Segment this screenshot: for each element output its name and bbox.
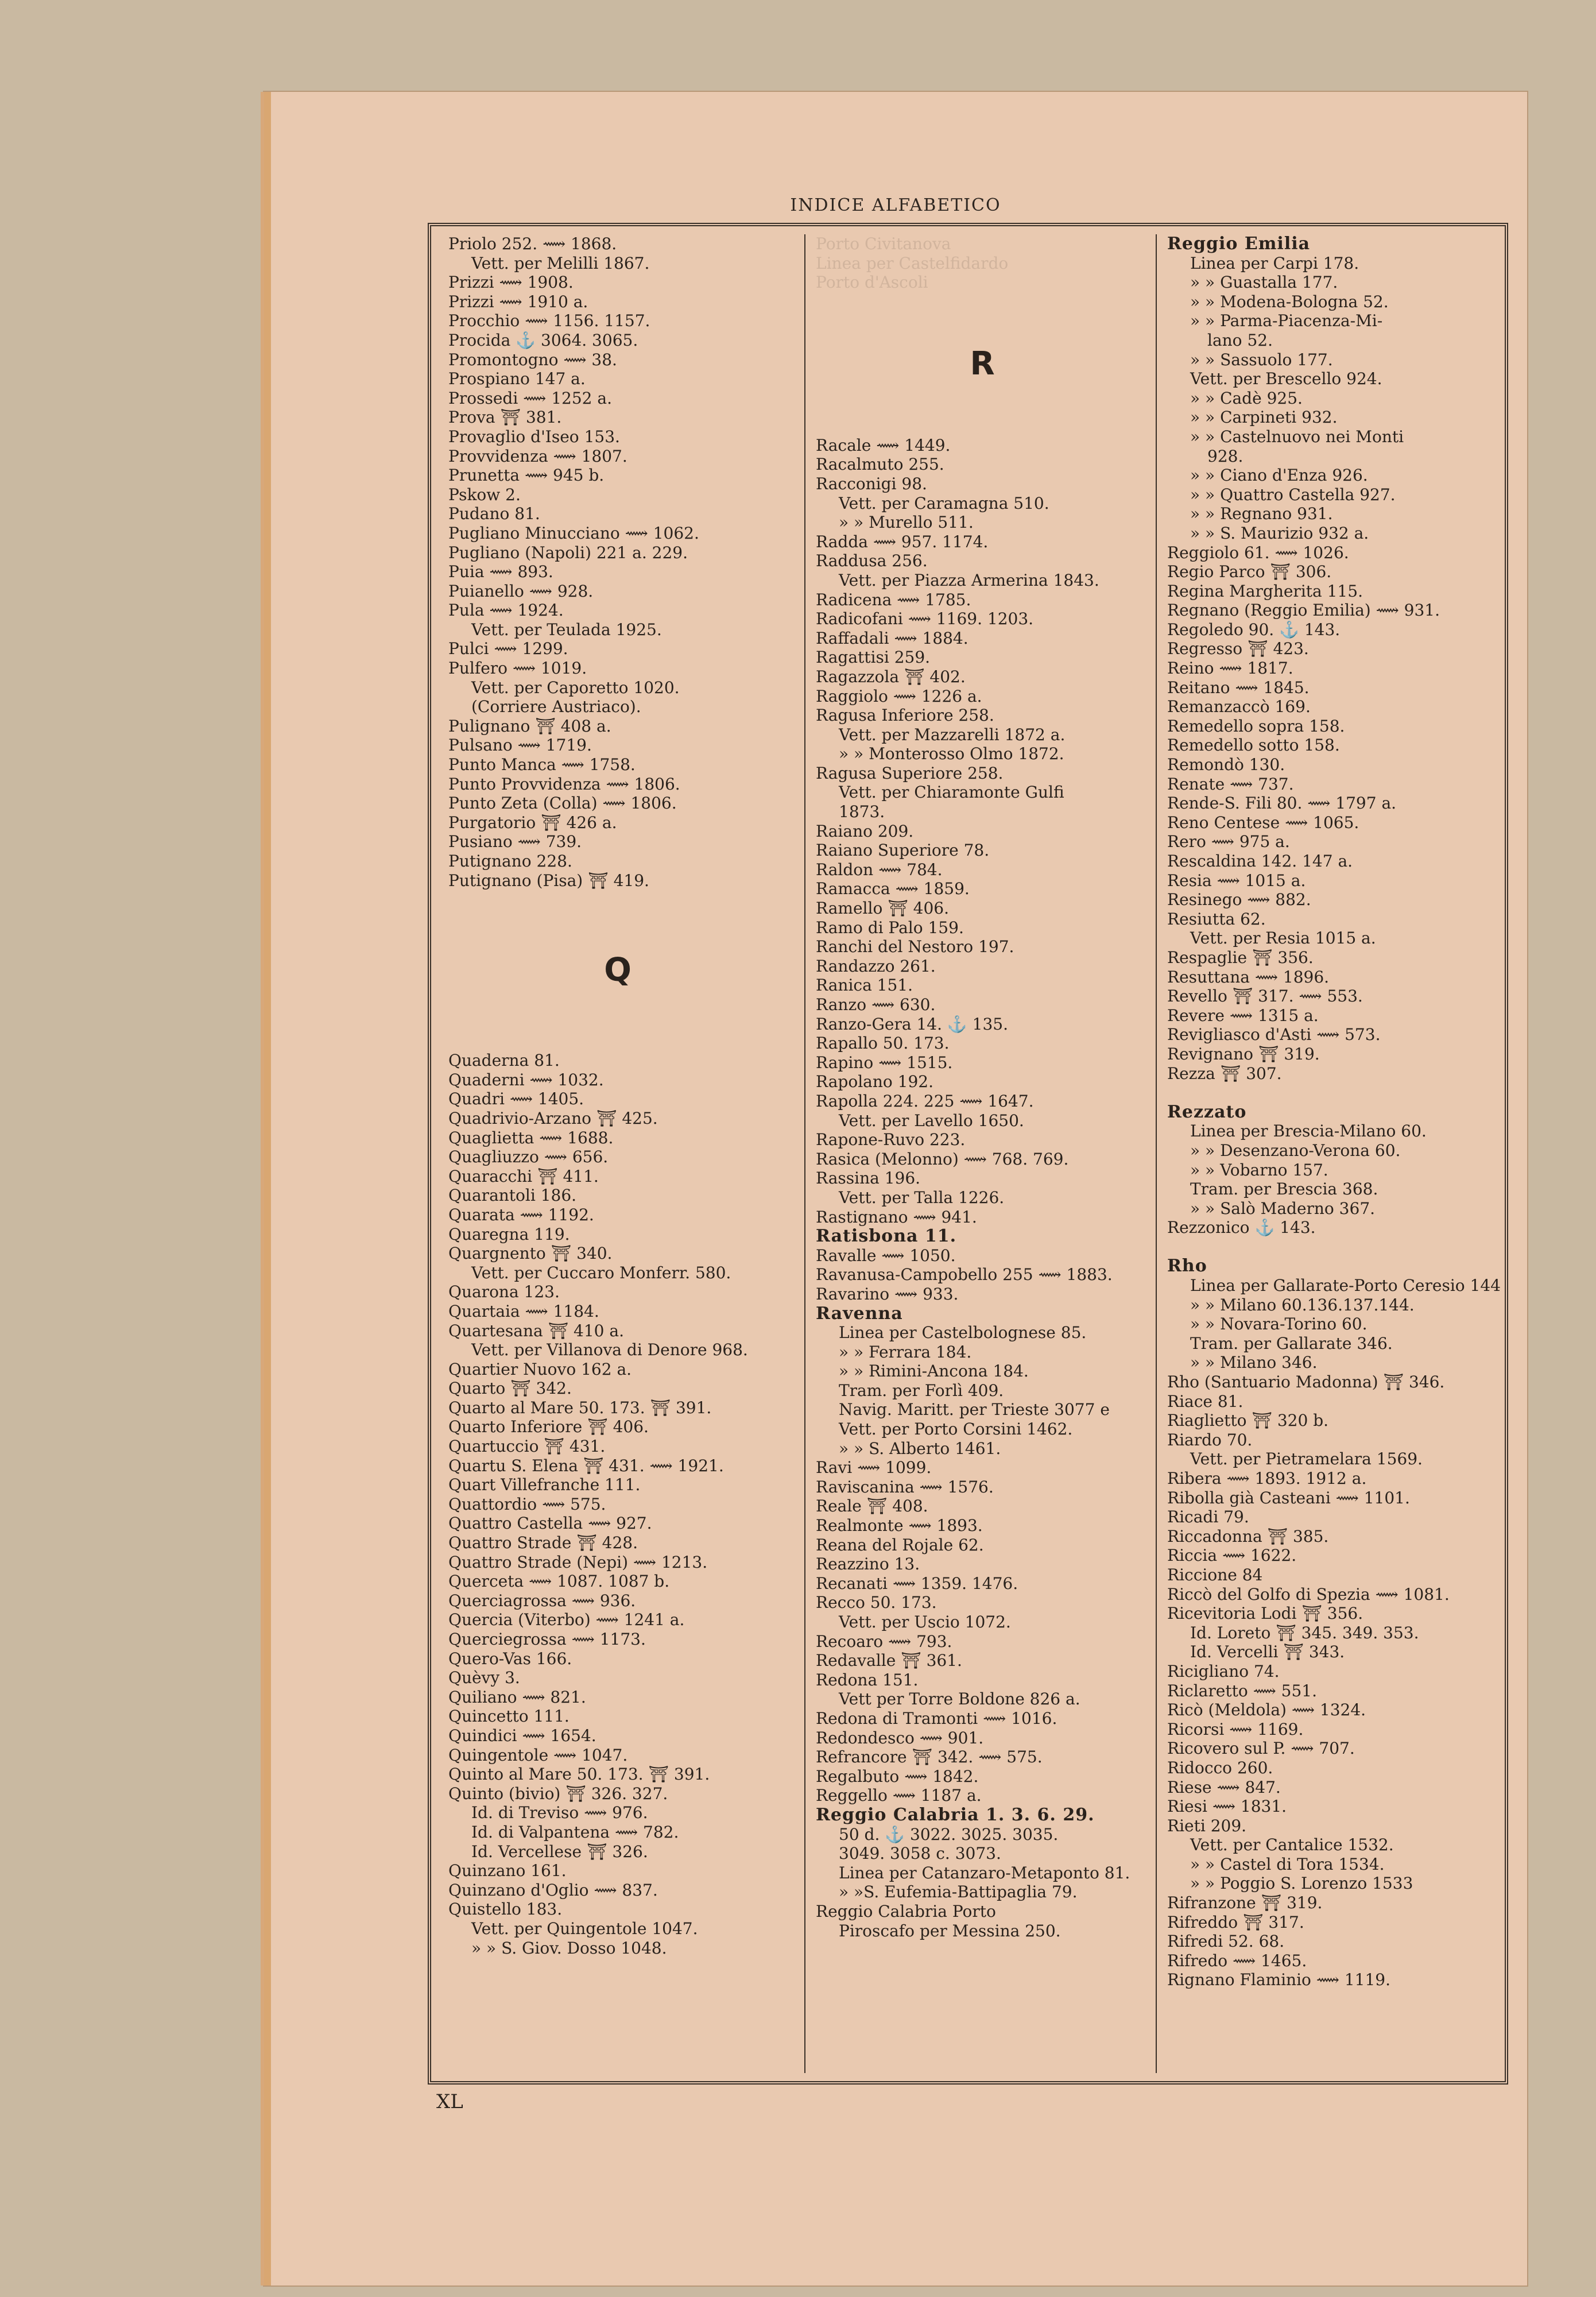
index-entry: Ratisbona 11. xyxy=(816,1226,957,1247)
index-entry: Vett. per Uscio 1072. xyxy=(839,1612,1011,1631)
index-entry: Regoledo 90. ⚓ 143. xyxy=(1167,620,1341,639)
index-entry: Id. Loreto ⛩ 345. 349. 353. xyxy=(1190,1623,1419,1642)
index-entry: Ragattisi 259. xyxy=(816,648,931,667)
page-number: XL xyxy=(436,2090,463,2113)
index-entry: » » Modena-Bologna 52. xyxy=(1190,292,1389,311)
index-entry: Ragusa Superiore 258. xyxy=(816,763,1004,783)
index-entry: Punto Zeta (Colla) ⟿ 1806. xyxy=(448,794,677,813)
column-3 xyxy=(1156,234,1506,2073)
index-entry: Prizzi ⟿ 1908. xyxy=(448,273,574,292)
index-entry: » » Monterosso Olmo 1872. xyxy=(839,744,1064,764)
index-entry: Vett. per Teulada 1925. xyxy=(471,620,662,639)
index-entry: Rasica (Melonno) ⟿ 768. 769. xyxy=(816,1149,1069,1169)
index-entry: Revigliasco d'Asti ⟿ 573. xyxy=(1167,1025,1381,1045)
index-entry: Resuttana ⟿ 1896. xyxy=(1167,967,1330,987)
index-entry: Remanzaccò 169. xyxy=(1167,697,1311,717)
index-entry: Redona di Tramonti ⟿ 1016. xyxy=(816,1708,1057,1728)
index-entry: » » Ferrara 184. xyxy=(839,1342,972,1362)
index-entry: Navig. Maritt. per Trieste 3077 e xyxy=(839,1400,1110,1420)
index-entry: Quinto (bivio) ⛩ 326. 327. xyxy=(448,1784,668,1803)
index-entry: Revello ⛩ 317. ⟿ 553. xyxy=(1167,987,1363,1006)
index-entry: Pula ⟿ 1924. xyxy=(448,601,564,620)
index-entry: Punto Provvidenza ⟿ 1806. xyxy=(448,774,680,794)
index-entry: Rho xyxy=(1167,1256,1207,1277)
index-entry: Ramacca ⟿ 1859. xyxy=(816,879,970,899)
spacer xyxy=(448,1028,787,1051)
index-entry: Prospiano 147 a. xyxy=(448,369,586,389)
index-entry: Vett per Torre Boldone 826 a. xyxy=(839,1689,1080,1709)
index-entry: Ramello ⛩ 406. xyxy=(816,899,949,918)
index-entry: lano 52. xyxy=(1207,330,1273,350)
index-entry: Reggello ⟿ 1187 a. xyxy=(816,1786,982,1805)
index-entry: Linea per Catanzaro-Metaponto 81. xyxy=(839,1863,1130,1882)
index-entry: Regina Margherita 115. xyxy=(1167,581,1363,601)
index-entry: Redona 151. xyxy=(816,1670,919,1689)
index-entry: Riccadonna ⛩ 385. xyxy=(1167,1526,1329,1546)
index-entry: Remedello sopra 158. xyxy=(1167,716,1345,736)
index-entry: Puianello ⟿ 928. xyxy=(448,581,594,601)
index-entry: Linea per Castelbolognese 85. xyxy=(839,1323,1087,1343)
index-entry: Ravanusa-Campobello 255 ⟿ 1883. xyxy=(816,1265,1113,1285)
index-entry: Pugliano (Napoli) 221 a. 229. xyxy=(448,543,688,562)
index-entry: 3049. 3058 c. 3073. xyxy=(839,1844,1001,1863)
index-entry: » » Salò Maderno 367. xyxy=(1190,1198,1376,1218)
column-2-faded-entries xyxy=(816,234,1149,292)
index-entry: Linea per Castelfidardo xyxy=(816,253,1009,273)
index-entry: Rende-S. Fili 80. ⟿ 1797 a. xyxy=(1167,794,1397,813)
index-entry: » » S. Maurizio 932 a. xyxy=(1190,523,1369,543)
index-entry: Porto d'Ascoli xyxy=(816,273,928,292)
index-entry: Rifredo ⟿ 1465. xyxy=(1167,1951,1307,1970)
index-entry: Riardo 70. xyxy=(1167,1430,1253,1449)
index-entry: Remedello sotto 158. xyxy=(1167,736,1340,755)
index-entry: Reino ⟿ 1817. xyxy=(1167,659,1293,678)
index-entry: Refrancore ⛩ 342. ⟿ 575. xyxy=(816,1747,1043,1767)
index-entry: Procida ⚓ 3064. 3065. xyxy=(448,330,638,350)
index-entry: Quattro Strade (Nepi) ⟿ 1213. xyxy=(448,1552,708,1572)
index-entry: Prunetta ⟿ 945 b. xyxy=(448,466,605,485)
index-entry: » » Milano 60.136.137.144. xyxy=(1190,1295,1415,1314)
index-entry: Reggio Calabria 1. 3. 6. 29. xyxy=(816,1804,1095,1825)
index-entry: Vett. per Porto Corsini 1462. xyxy=(839,1420,1073,1439)
index-entry: Pulsano ⟿ 1719. xyxy=(448,736,592,755)
index-entry: Quadri ⟿ 1405. xyxy=(448,1089,584,1109)
index-entry: Id. di Treviso ⟿ 976. xyxy=(471,1803,648,1823)
index-entry: Ravarino ⟿ 933. xyxy=(816,1284,959,1304)
page-content xyxy=(264,92,1527,2286)
index-entry: Pusiano ⟿ 739. xyxy=(448,832,582,852)
index-entry: » » Carpineti 932. xyxy=(1190,408,1338,427)
index-entry: 928. xyxy=(1207,446,1244,466)
column-2 xyxy=(804,234,1149,2073)
index-entry: Quartier Nuovo 162 a. xyxy=(448,1359,632,1379)
index-entry: Vett. per Chiaramonte Gulfi xyxy=(839,783,1064,802)
index-entry: Rezzato xyxy=(1167,1101,1247,1122)
index-entry: Vett. per Quingentole 1047. xyxy=(471,1919,698,1938)
index-entry: Resinego ⟿ 882. xyxy=(1167,890,1311,910)
index-entry: Quattordio ⟿ 575. xyxy=(448,1494,606,1514)
spacer xyxy=(448,890,787,913)
index-entry: Quartuccio ⛩ 431. xyxy=(448,1437,606,1456)
index-entry: Ranzo-Gera 14. ⚓ 135. xyxy=(816,1014,1008,1034)
index-entry: Quattro Strade ⛩ 428. xyxy=(448,1533,638,1553)
column-1-p-entries xyxy=(448,234,787,890)
index-entry: » » Novara-Torino 60. xyxy=(1190,1314,1368,1334)
index-entry: Ravalle ⟿ 1050. xyxy=(816,1246,956,1265)
index-entry: Linea per Gallarate-Porto Ceresio 144 xyxy=(1190,1276,1501,1296)
index-entry: Promontogno ⟿ 38. xyxy=(448,350,617,369)
index-entry: Reale ⛩ 408. xyxy=(816,1496,928,1516)
index-entry: Riclaretto ⟿ 551. xyxy=(1167,1681,1317,1700)
index-entry: Recco 50. 173. xyxy=(816,1593,937,1612)
index-entry: Pskow 2. xyxy=(448,485,521,504)
index-entry: » » Vobarno 157. xyxy=(1190,1160,1328,1180)
index-entry: Realmonte ⟿ 1893. xyxy=(816,1516,983,1536)
index-entry: Redondesco ⟿ 901. xyxy=(816,1728,984,1747)
index-entry: Vett. per Melilli 1867. xyxy=(471,253,650,273)
index-entry: Ravi ⟿ 1099. xyxy=(816,1458,932,1478)
index-entry: Pulfero ⟿ 1019. xyxy=(448,659,587,678)
index-entry: » » Ciano d'Enza 926. xyxy=(1190,466,1368,485)
index-entry: Quaderna 81. xyxy=(448,1051,560,1070)
index-entry: » » Quattro Castella 927. xyxy=(1190,485,1396,504)
index-entry: Renate ⟿ 737. xyxy=(1167,774,1294,794)
index-entry: » » Desenzano-Verona 60. xyxy=(1190,1140,1401,1160)
index-entry: Ranchi del Nestoro 197. xyxy=(816,937,1014,957)
index-entry: Quarto Inferiore ⛩ 406. xyxy=(448,1417,649,1437)
index-entry: Quingentole ⟿ 1047. xyxy=(448,1745,628,1765)
index-entry: Vett. per Lavello 1650. xyxy=(839,1111,1024,1130)
index-entry: Vett. per Caramagna 510. xyxy=(839,493,1049,513)
index-entry: » » Cadè 925. xyxy=(1190,388,1303,408)
index-entry: Raffadali ⟿ 1884. xyxy=(816,628,969,648)
index-entry: 1873. xyxy=(839,802,885,822)
index-entry: Quincetto 111. xyxy=(448,1707,570,1726)
index-entry: Pulignano ⛩ 408 a. xyxy=(448,716,611,736)
index-entry: Id. di Valpantena ⟿ 782. xyxy=(471,1822,679,1842)
index-entry: » » Parma-Piacenza-Mi- xyxy=(1190,311,1383,331)
index-entry: Vett. per Caporetto 1020. xyxy=(471,678,680,697)
index-entry: Raggiolo ⟿ 1226 a. xyxy=(816,686,982,706)
index-entry: » » Milano 346. xyxy=(1190,1353,1318,1372)
index-entry: Ramo di Palo 159. xyxy=(816,918,964,937)
index-entry: Resia ⟿ 1015 a. xyxy=(1167,871,1306,890)
index-entry: Quartu S. Elena ⛩ 431. ⟿ 1921. xyxy=(448,1456,724,1475)
index-entry: Ragazzola ⛩ 402. xyxy=(816,667,966,686)
index-entry: Rapolano 192. xyxy=(816,1072,933,1092)
index-entry: Priolo 252. ⟿ 1868. xyxy=(448,234,617,253)
index-entry: Reazzino 13. xyxy=(816,1554,920,1574)
column-3-entries xyxy=(1167,234,1506,1990)
index-entry: Linea per Carpi 178. xyxy=(1190,253,1359,273)
index-entry: Quindici ⟿ 1654. xyxy=(448,1726,596,1745)
index-entry: Raviscanina ⟿ 1576. xyxy=(816,1477,994,1496)
index-entry: Prossedi ⟿ 1252 a. xyxy=(448,388,612,408)
index-entry: » » Murello 511. xyxy=(839,513,974,532)
index-entry xyxy=(1167,1238,1506,1257)
index-entry: Raiano 209. xyxy=(816,821,914,841)
index-entry: Rapolla 224. 225 ⟿ 1647. xyxy=(816,1091,1034,1111)
index-entry: Ricigliano 74. xyxy=(1167,1661,1280,1681)
index-entry: » »S. Eufemia-Battipaglia 79. xyxy=(839,1882,1078,1902)
index-entry: Quinto al Mare 50. 173. ⛩ 391. xyxy=(448,1765,710,1784)
index-entry: Rifreddo ⛩ 317. xyxy=(1167,1912,1304,1932)
index-entry: Revere ⟿ 1315 a. xyxy=(1167,1006,1319,1025)
index-entry: » » Rimini-Ancona 184. xyxy=(839,1362,1029,1381)
index-entry: Piroscafo per Messina 250. xyxy=(839,1921,1061,1940)
index-entry: Riesi ⟿ 1831. xyxy=(1167,1797,1287,1816)
index-entry: Putignano (Pisa) ⛩ 419. xyxy=(448,871,649,890)
index-entry: Radicena ⟿ 1785. xyxy=(816,590,971,609)
index-entry: Rapino ⟿ 1515. xyxy=(816,1053,953,1072)
index-entry: » » Guastalla 177. xyxy=(1190,273,1338,292)
index-entry: Rapallo 50. 173. xyxy=(816,1034,950,1053)
index-entry: Regresso ⛩ 423. xyxy=(1167,639,1309,659)
index-entry: Quaregna 119. xyxy=(448,1224,570,1244)
index-entry: Tram. per Gallarate 346. xyxy=(1190,1333,1393,1353)
index-entry: Querceta ⟿ 1087. 1087 b. xyxy=(448,1572,670,1591)
index-entry: Remondò 130. xyxy=(1167,755,1285,775)
index-entry: Recanati ⟿ 1359. 1476. xyxy=(816,1573,1018,1593)
index-entry: Respaglie ⛩ 356. xyxy=(1167,948,1314,967)
index-entry: Vett. per Mazzarelli 1872 a. xyxy=(839,725,1066,744)
index-entry: Rieti 209. xyxy=(1167,1816,1247,1835)
index-entry: Rho (Santuario Madonna) ⛩ 346. xyxy=(1167,1372,1445,1392)
index-entry: » » S. Alberto 1461. xyxy=(839,1438,1001,1458)
index-entry: Vett. per Brescello 924. xyxy=(1190,369,1382,389)
index-entry: Raiano Superiore 78. xyxy=(816,841,990,860)
index-entry: Quadrivio-Arzano ⛩ 425. xyxy=(448,1108,658,1128)
index-entry: Ricò (Meldola) ⟿ 1324. xyxy=(1167,1700,1366,1720)
index-entry: Quarto ⛩ 342. xyxy=(448,1379,572,1398)
index-entry: Quart Villefranche 111. xyxy=(448,1475,641,1495)
index-entry: Quèvy 3. xyxy=(448,1668,520,1688)
index-entry: Racalmuto 255. xyxy=(816,455,944,474)
index-entry: Quarantoli 186. xyxy=(448,1186,577,1205)
index-entry: Ragusa Inferiore 258. xyxy=(816,706,994,725)
index-entry: Riaglietto ⛩ 320 b. xyxy=(1167,1411,1329,1430)
index-entry: Riccia ⟿ 1622. xyxy=(1167,1546,1297,1565)
index-entry: Quarata ⟿ 1192. xyxy=(448,1205,594,1224)
index-entry: » » Regnano 931. xyxy=(1190,504,1333,524)
index-entry: Vett. per Villanova di Denore 968. xyxy=(471,1340,748,1360)
index-entry: Quaderni ⟿ 1032. xyxy=(448,1070,604,1089)
index-entry: Quattro Castella ⟿ 927. xyxy=(448,1514,652,1533)
page-header: INDICE ALFABETICO xyxy=(790,195,1001,215)
index-entry: Id. Vercellese ⛩ 326. xyxy=(471,1842,648,1861)
index-entry: Linea per Brescia-Milano 60. xyxy=(1190,1122,1427,1141)
index-entry: Regio Parco ⛩ 306. xyxy=(1167,562,1332,582)
index-entry: Reitano ⟿ 1845. xyxy=(1167,678,1310,697)
index-entry: Quargnento ⛩ 340. xyxy=(448,1244,613,1263)
index-entry: Racale ⟿ 1449. xyxy=(816,435,951,455)
index-entry: Quero-Vas 166. xyxy=(448,1649,572,1668)
index-entry: » » Castel di Tora 1534. xyxy=(1190,1854,1385,1874)
index-entry: Vett. per Piazza Armerina 1843. xyxy=(839,570,1099,590)
index-entry: Putignano 228. xyxy=(448,852,572,871)
index-entry: Vett. per Cantalice 1532. xyxy=(1190,1835,1394,1855)
index-entry: Procchio ⟿ 1156. 1157. xyxy=(448,311,650,331)
index-entry: Rifredi 52. 68. xyxy=(1167,1932,1285,1951)
index-entry: Quarona 123. xyxy=(448,1282,560,1302)
index-entry: Rassina 196. xyxy=(816,1169,921,1188)
index-entry: Rignano Flaminio ⟿ 1119. xyxy=(1167,1970,1391,1990)
column-1-q-entries xyxy=(448,1051,787,1958)
index-entry: Ricevitoria Lodi ⛩ 356. xyxy=(1167,1604,1363,1623)
index-entry: Ranzo ⟿ 630. xyxy=(816,995,936,1014)
index-entry: Vett. per Pietramelara 1569. xyxy=(1190,1449,1423,1469)
index-entry: » » S. Giov. Dosso 1048. xyxy=(471,1938,667,1958)
index-entry: Riace 81. xyxy=(1167,1391,1244,1411)
index-entry: Ricadi 79. xyxy=(1167,1507,1249,1527)
index-entry: Raldon ⟿ 784. xyxy=(816,860,943,879)
index-entry: Rezzonico ⚓ 143. xyxy=(1167,1218,1316,1238)
index-entry: Provaglio d'Iseo 153. xyxy=(448,427,620,446)
index-entry: Quaracchi ⛩ 411. xyxy=(448,1166,599,1186)
index-entry: Rescaldina 142. 147 a. xyxy=(1167,852,1353,871)
index-entry: » » Castelnuovo nei Monti xyxy=(1190,427,1404,446)
index-entry: Rero ⟿ 975 a. xyxy=(1167,832,1290,852)
index-entry: Quarto al Mare 50. 173. ⛩ 391. xyxy=(448,1398,712,1417)
index-entry: Vett. per Resia 1015 a. xyxy=(1190,929,1376,948)
index-entry: Reggio Emilia xyxy=(1167,234,1311,254)
index-entry xyxy=(1167,1083,1506,1103)
index-entry: Riccione 84 xyxy=(1167,1565,1263,1584)
index-entry: Vett. per Cuccaro Monferr. 580. xyxy=(471,1263,731,1282)
index-entry: Provvidenza ⟿ 1807. xyxy=(448,446,627,466)
index-entry: » » Poggio S. Lorenzo 1533 xyxy=(1190,1874,1413,1893)
index-entry: Ribera ⟿ 1893. 1912 a. xyxy=(1167,1469,1367,1488)
index-entry: 50 d. ⚓ 3022. 3025. 3035. xyxy=(839,1824,1059,1844)
index-entry: Ravenna xyxy=(816,1303,903,1324)
index-entry: Quartesana ⛩ 410 a. xyxy=(448,1321,624,1340)
index-entry: Redavalle ⛩ 361. xyxy=(816,1651,962,1670)
index-entry: Prizzi ⟿ 1910 a. xyxy=(448,292,588,311)
index-entry: Puia ⟿ 893. xyxy=(448,562,553,582)
index-entry: Ricorsi ⟿ 1169. xyxy=(1167,1719,1304,1739)
index-entry: Ribolla già Casteani ⟿ 1101. xyxy=(1167,1488,1410,1507)
index-entry: Riese ⟿ 847. xyxy=(1167,1777,1281,1797)
index-entry: Radda ⟿ 957. 1174. xyxy=(816,532,989,551)
index-entry: Vett. per Talla 1226. xyxy=(839,1188,1005,1207)
section-letter-r: R xyxy=(970,345,995,382)
index-entry: Recoaro ⟿ 793. xyxy=(816,1631,952,1651)
column-2-r-entries xyxy=(816,436,1149,1940)
index-entry: Quinzano 161. xyxy=(448,1861,567,1881)
index-entry: Querciagrossa ⟿ 936. xyxy=(448,1591,636,1610)
index-entry: Rastignano ⟿ 941. xyxy=(816,1207,977,1227)
index-entry: Pulci ⟿ 1299. xyxy=(448,639,568,659)
index-entry: Tram. per Forlì 409. xyxy=(839,1380,1004,1400)
index-entry: Tram. per Brescia 368. xyxy=(1190,1180,1378,1199)
index-entry: Purgatorio ⛩ 426 a. xyxy=(448,813,617,832)
index-entry: Ranica 151. xyxy=(816,976,913,995)
index-entry: Quartaia ⟿ 1184. xyxy=(448,1301,599,1321)
index-entry: (Corriere Austriaco). xyxy=(471,697,641,717)
index-entry: Reggiolo 61. ⟿ 1026. xyxy=(1167,543,1349,562)
index-entry: Punto Manca ⟿ 1758. xyxy=(448,755,636,775)
index-frame xyxy=(428,223,1508,2085)
index-entry: Reno Centese ⟿ 1065. xyxy=(1167,813,1359,832)
index-entry: Querciegrossa ⟿ 1173. xyxy=(448,1630,646,1649)
index-entry: Reana del Rojale 62. xyxy=(816,1535,984,1554)
index-entry: Riccò del Golfo di Spezia ⟿ 1081. xyxy=(1167,1584,1450,1604)
index-entry: Regnano (Reggio Emilia) ⟿ 931. xyxy=(1167,601,1440,620)
index-entry: » » Sassuolo 177. xyxy=(1190,350,1333,369)
index-entry: Quinzano d'Oglio ⟿ 837. xyxy=(448,1880,658,1900)
section-letter-q: Q xyxy=(604,952,632,989)
index-entry: Id. Vercelli ⛩ 343. xyxy=(1190,1642,1345,1662)
index-entry: Revignano ⛩ 319. xyxy=(1167,1044,1320,1064)
index-entry: Rapone-Ruvo 223. xyxy=(816,1130,966,1150)
index-entry: Randazzo 261. xyxy=(816,956,936,976)
index-entry: Radicofani ⟿ 1169. 1203. xyxy=(816,609,1034,629)
index-entry: Quercia (Viterbo) ⟿ 1241 a. xyxy=(448,1610,685,1630)
index-entry: Regalbuto ⟿ 1842. xyxy=(816,1766,979,1786)
index-entry: Porto Civitanova xyxy=(816,234,951,253)
index-entry: Ricovero sul P. ⟿ 707. xyxy=(1167,1739,1355,1758)
index-entry: Quiliano ⟿ 821. xyxy=(448,1687,586,1707)
index-entry: Rezza ⛩ 307. xyxy=(1167,1064,1282,1083)
index-entry: Quaglietta ⟿ 1688. xyxy=(448,1128,614,1147)
index-entry: Pugliano Minucciano ⟿ 1062. xyxy=(448,523,699,543)
index-entry: Quistello 183. xyxy=(448,1900,563,1919)
index-entry: Raddusa 256. xyxy=(816,551,928,571)
index-entry: Racconigi 98. xyxy=(816,474,927,493)
index-entry: Pudano 81. xyxy=(448,504,540,524)
index-entry: Resiutta 62. xyxy=(1167,909,1266,929)
index-entry: Prova ⛩ 381. xyxy=(448,408,562,427)
index-entry: Quagliuzzo ⟿ 656. xyxy=(448,1147,609,1167)
column-1 xyxy=(448,234,787,2073)
index-entry: Reggio Calabria Porto xyxy=(816,1901,996,1921)
index-entry: Ridocco 260. xyxy=(1167,1758,1273,1777)
index-entry: Rifranzone ⛩ 319. xyxy=(1167,1893,1323,1913)
